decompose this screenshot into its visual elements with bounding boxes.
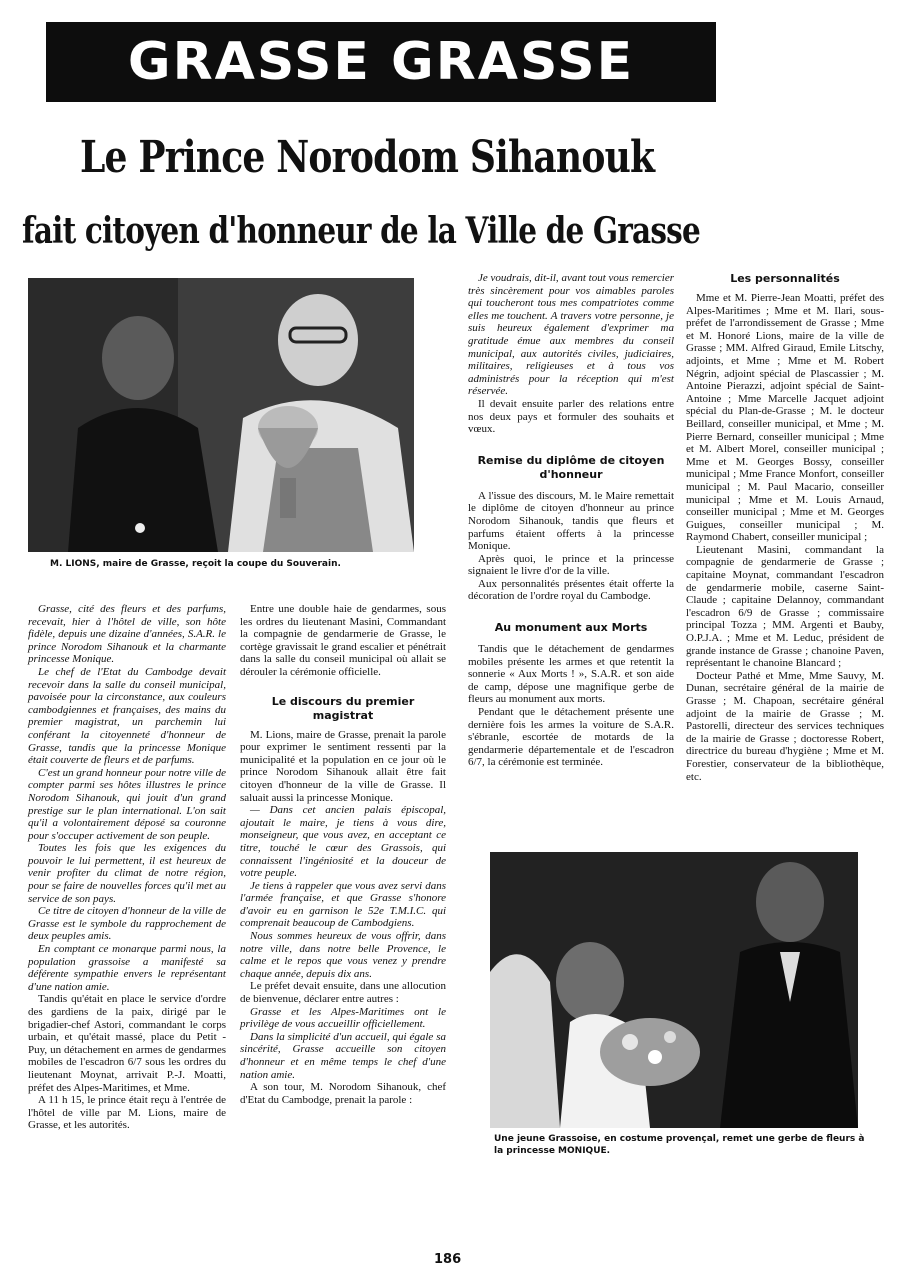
paragraph: M. Lions, maire de Grasse, prenait la parole pour exprimer le sentiment ressenti par la municipalité et la population en ce jour où le prince Norodom Sihanouk allait être fait citoyen d'honneur de la ville de Grasse. Il saluait aussi la princesse Monique.	[240, 728, 446, 804]
subheading-personnalites: Les personnalités	[730, 272, 840, 285]
paragraph: Toutes les fois que les exigences du pouvoir le lui permettent, il est heureux de venir profiter du climat de notre région, pour se faire de nouvelles forces qu'il met au service de son pays.	[28, 842, 226, 905]
paragraph: Dans la simplicité d'un accueil, qui égale sa sincérité, Grasse accueille son citoyen d'honneur et en même temps le chef d'une nation amie.	[240, 1030, 446, 1081]
paragraph: Tandis qu'était en place le service d'ordre des gardiens de la paix, dirigé par le brigadier-chef Astori, commandant le corps urbain, et qu'était massé, place du Petit - Puy, un détachement en armes de gendarmes mobiles de l'escadron 6/7 sous les ordres du lieutenant Moynat, arrivait P.-J. Moatti, préfet des Alpes-Maritimes, et Mme.	[28, 993, 226, 1094]
paragraph: A 11 h 15, le prince était reçu à l'entrée de l'hôtel de ville par M. Lions, maire de Grasse, et les autorités.	[28, 1094, 226, 1132]
paragraph: Je voudrais, dit-il, avant tout vous remercier très sincèrement pour vos aimables paroles qui toucheront tous mes compatriotes comme elles me touchent. A travers votre personne, je suis heureux également d'exprimer ma gratitude émue aux membres du conseil municipal, aux autorités civiles, judiciaires, militaires, religieuses et à tous vos administrés pour la réception qui m'est réservée.	[468, 272, 674, 398]
photo-mayor-receives-cup	[28, 278, 414, 552]
headline-line-1: Le Prince Norodom Sihanouk	[80, 132, 655, 183]
paragraph: C'est un grand honneur pour notre ville de compter parmi ses hôtes illustres le prince Norodom Sihanouk, qui jouit d'un grand prestige sur le plan international. L'on sait qu'il a volontairement déposé sa couronne pour s'occuper activement de son peuple.	[28, 766, 227, 842]
paragraph: Après quoi, le prince et la princesse signaient le livre d'or de la ville.	[468, 552, 674, 578]
paragraph: En comptant ce monarque parmi nous, la population grassoise a manifesté sa déférente sympathie envers le représentant d'une nation amie.	[28, 943, 226, 993]
paragraph: A son tour, M. Norodom Sihanouk, chef d'Etat du Cambodge, prenait la parole :	[240, 1081, 446, 1106]
paragraph: Nous sommes heureux de vous offrir, dans notre ville, dans notre belle Provence, le calme et le repos que vous venez y prendre chaque année, depuis dix ans.	[240, 930, 446, 980]
paragraph: A l'issue des discours, M. le Maire remettait le diplôme de citoyen d'honneur au prince Norodom Sihanouk, tandis que fleurs et parfums étaient offerts à la princesse Monique.	[468, 489, 674, 553]
paragraph: Grasse, cité des fleurs et des parfums, recevait, hier à l'hôtel de ville, son hôte fidèle, depuis une dizaine d'années, S.A.R. le prince Norodom Sihanouk et la charmante princesse Monique.	[28, 603, 226, 666]
paragraph: Le préfet devait ensuite, dans une allocution de bienvenue, déclarer entre autres :	[240, 980, 446, 1006]
column-2	[240, 603, 446, 1106]
photo1-caption: M. LIONS, maire de Grasse, reçoit la coupe du Souverain.	[50, 559, 341, 569]
photo-mayor-illustration	[28, 278, 414, 552]
column-1	[28, 603, 226, 1132]
photo-princess-illustration	[490, 852, 858, 1128]
paragraph: Lieutenant Masini, commandant la compagnie de gendarmerie de Grasse ; capitaine Moynat, commandant l'escadron de gendarmerie mobile, caserne Saint-Claude ; capitaine Delannoy, commandant l'escadron 6/9 de Grasse ; commissaire principal Tozza ; MM. Argenti et Bauby, O.P.J.A. ; Mme et M. Leduc, président de grande instance de Grasse ; chanoine Paven, représentant le chanoine Blancard ;	[686, 543, 884, 670]
subheading-remise-diplome: Remise du diplôme de citoyen d'honneur	[477, 453, 665, 481]
subheading-discours: Le discours du premier magistrat	[271, 694, 415, 722]
paragraph: Aux personnalités présentes était offerte la décoration de l'ordre royal du Cambodge.	[468, 577, 674, 603]
paragraph: — Dans cet ancien palais épiscopal, ajoutait le maire, je tiens à vous dire, monseigneur, que vous avez, en acceptant ce titre, touché le cœur des Grassois, qui connaissent l'ingéniosité et la douceur de votre peuple.	[240, 804, 446, 880]
headline-line-2: fait citoyen d'honneur de la Ville de Grasse	[22, 210, 700, 252]
photo2-caption: Une jeune Grassoise, en costume provençal, remet une gerbe de fleurs à la princesse MONIQUE.	[494, 1134, 865, 1156]
photo-princess-flowers	[490, 852, 858, 1128]
paragraph: Mme et M. Pierre-Jean Moatti, préfet des Alpes-Maritimes ; Mme et M. Ilari, sous-préfet de l'arrondissement de Grasse ; Mme et M. Honoré Lions, maire de la ville de Grasse ; MM. Alfred Giraud, Emile Litschy, adjoints, et Mme ; Mme et M. Robert Négrin, adjoint spécial de Plascassier ; M. Antoine Pierazzi, adjoint spécial de Saint-Antoine ; Mme Marcelle Jacquet adjoint spécial du Plan-de-Grasse ; M. le docteur Beillard, conseiller municipal, et Mme ; M. Pierre Bernard, conseiller municipal ; Mme et M. Albert Morel, conseiller municipal ; Mme et M. Georges Bossy, conseiller municipal ; Mme France Monfort, conseiller municipal ; M. Paul Macario, conseiller municipal ; Mme et M. Louis Arnaud, conseiller municipal ; Mme et M. Georges Guigues, conseiller municipal ; M. Raymond Chabert, conseiller municipal ;	[686, 292, 884, 544]
column-3	[468, 272, 674, 769]
paragraph: Grasse et les Alpes-Maritimes ont le privilège de vous accueillir officiellement.	[240, 1005, 446, 1031]
page-number: 186	[434, 1252, 462, 1267]
subheading-monument-aux-morts: Au monument aux Morts	[494, 621, 648, 635]
section-banner: GRASSE GRASSE	[46, 22, 716, 102]
paragraph: Tandis que le détachement de gendarmes mobiles présente les armes et que retentit la sonnerie « Aux Morts ! », S.A.R. et son aide de camp, dépose une magnifique gerbe de fleurs au monument aux morts.	[468, 643, 674, 706]
paragraph: Pendant que le détachement présente une dernière fois les armes la voiture de S.A.R. s'ébranle, escortée de motards de la gendarmerie départementale et de l'escadron 6/7, la cérémonie est terminée.	[468, 706, 674, 769]
paragraph: Je tiens à rappeler que vous avez servi dans l'armée française, et que Grasse s'honore d'avoir eu en garnison le 52e T.M.I.C. qui comprenait beaucoup de Cambodgiens.	[240, 879, 446, 930]
paragraph: Il devait ensuite parler des relations entre nos deux pays et formuler des souhaits et vœux.	[468, 397, 674, 436]
paragraph: Ce titre de citoyen d'honneur de la ville de Grasse est le symbole du rapprochement de deux peuples amis.	[28, 905, 226, 943]
column-4	[686, 272, 884, 783]
paragraph: Docteur Pathé et Mme, Mme Sauvy, M. Dunan, secrétaire général de la mairie de Grasse ; M. Chapoan, secrétaire général adjoint de la mairie de Grasse ; M. Pastorelli, directeur des services techniques de la mairie de Grasse ; doctoresse Robert, directrice du bureau d'hygiène ; Mme et M. Forestier, conservateur de la bibliothèque, etc.	[686, 669, 884, 783]
paragraph: Le chef de l'Etat du Cambodge devait recevoir dans la salle du conseil municipal, pavoisée pour la circonstance, aux couleurs cambodgiennes et françaises, des mains du premier magistrat, un parchemin lui conférant la citoyenneté d'honneur de Grasse, tandis que la princesse Monique était couverte de fleurs et de parfums.	[28, 665, 226, 767]
paragraph: Entre une double haie de gendarmes, sous les ordres du lieutenant Masini, Commandant la compagnie de gendarmerie de Grasse, le cortège gravissait le grand escalier et pénétrait dans la salle du conseil municipal où allait se dérouler la cérémonie officielle.	[240, 603, 446, 678]
